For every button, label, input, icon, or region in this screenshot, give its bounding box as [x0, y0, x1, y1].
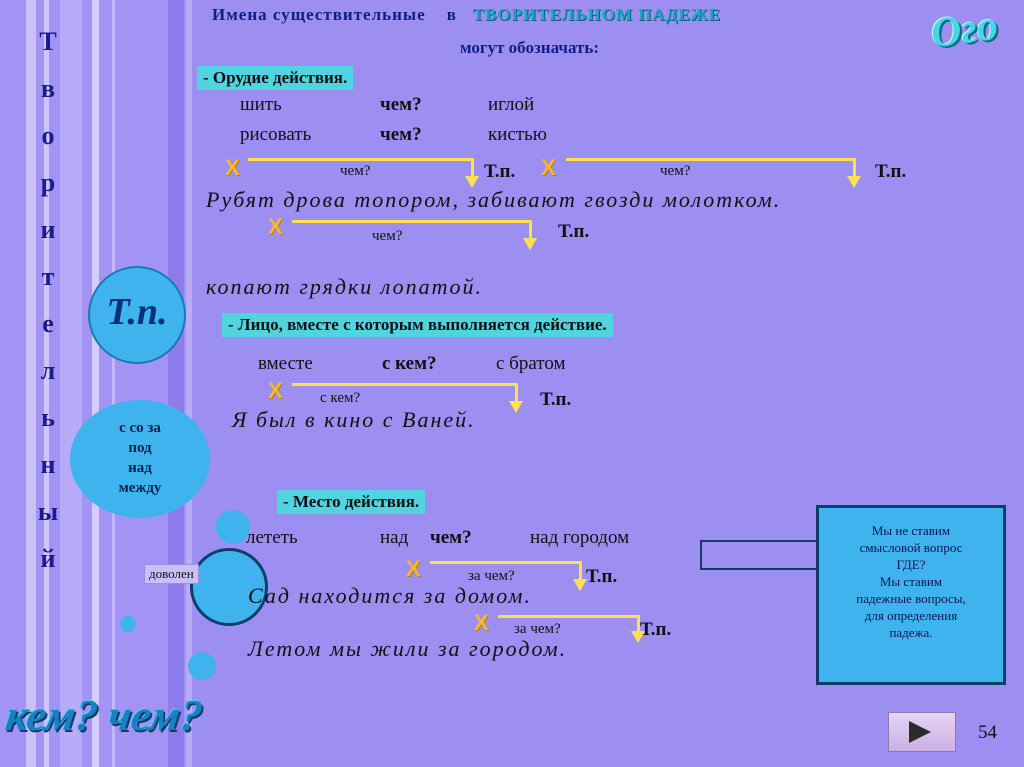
vertical-letter: й: [40, 544, 56, 573]
vertical-title: [24, 18, 72, 582]
note-line-7: падежа.: [889, 625, 933, 640]
sentence-2: копают грядки лопатой.: [206, 274, 484, 299]
note-line-4: Мы ставим: [879, 574, 943, 589]
arrow-question-3: чем?: [372, 228, 403, 244]
example-noun-3: с братом: [496, 353, 566, 374]
x-mark-icon: X: [406, 556, 421, 581]
stripe-4: [92, 0, 99, 767]
arrow-line: [292, 383, 518, 386]
sentence-1: [206, 182, 906, 218]
vertical-letter: е: [42, 309, 54, 338]
ogo-wordart: Ого: [928, 2, 1001, 58]
case-badge-label: Т.п.: [106, 291, 168, 333]
x-mark-icon: X: [225, 155, 240, 180]
arrow-case-1: Т.п.: [484, 161, 516, 182]
sentence-4: Сад находится за домом.: [248, 583, 532, 608]
note-leader-elbow: [700, 540, 702, 570]
arrow-stem: [579, 561, 582, 581]
arrow-question-5: за чем?: [468, 568, 515, 584]
arrow-head-icon: [573, 579, 587, 591]
page-subtitle: могут обозначать:: [460, 38, 600, 57]
example-verb-4: лететь: [246, 527, 298, 548]
x-mark-icon: X: [268, 378, 283, 403]
vertical-letter: р: [40, 168, 56, 197]
page-number: 54: [978, 722, 997, 743]
page-title-part3: ТВОРИТЕЛЬНОМ ПАДЕЖЕ: [472, 5, 721, 24]
arrow-stem: [515, 383, 518, 403]
arrow-line: [248, 158, 474, 161]
note-line-6: для определения: [864, 608, 958, 623]
example-question-1: чем?: [380, 94, 422, 115]
sentence-1-text: Рубят дрова топором, забивают гвозди молотком.: [206, 187, 782, 212]
vertical-letter: о: [41, 121, 55, 150]
sentence-5: Летом мы жили за городом.: [248, 636, 568, 661]
stripe-7: [186, 0, 192, 767]
decor-circle-2: [188, 652, 216, 680]
note-leader-top: [700, 540, 818, 542]
note-leader-line: [700, 568, 820, 570]
sentence-3: Я был в кино с Ваней.: [232, 407, 476, 432]
arrow-stem: [529, 220, 532, 240]
arrow-head-icon: [509, 401, 523, 413]
arrow-line: [430, 561, 582, 564]
arrow-head-icon: [523, 238, 537, 250]
page-title: [212, 4, 912, 26]
section-title-1: - Орудие действия.: [197, 66, 353, 90]
arrow-line: [292, 220, 532, 223]
note-line-3: ГДЕ?: [896, 557, 926, 572]
example-noun-2: кистью: [488, 124, 547, 145]
decor-circle-3: [120, 616, 136, 632]
example-question-4: чем?: [430, 527, 472, 548]
arrow-stem: [853, 158, 856, 178]
x-mark-icon: X: [474, 610, 489, 635]
arrow-question-1: чем?: [340, 163, 371, 179]
vertical-letter: и: [40, 215, 56, 244]
stripe-6: [168, 0, 184, 767]
example-verb-3: вместе: [258, 353, 313, 374]
arrow-line: [498, 615, 640, 618]
arrow-case-6: Т.п.: [640, 619, 672, 640]
decor-circle-1: [216, 510, 250, 544]
arrow-case-4: Т.п.: [540, 389, 572, 410]
arrow-stem: [471, 158, 474, 178]
example-question-3: с кем?: [382, 353, 437, 374]
vertical-letter: ь: [41, 403, 55, 432]
example-prefix-4: над: [380, 527, 409, 548]
note-box: [816, 505, 1006, 685]
example-noun-4: над городом: [530, 527, 630, 548]
note-line-2: смысловой вопрос: [859, 540, 963, 555]
x-mark-icon: X: [268, 214, 283, 239]
page-title-part1: Имена существительные: [212, 5, 426, 24]
arrow-case-5: Т.п.: [586, 566, 618, 587]
arrow-case-2: Т.п.: [875, 161, 907, 182]
vertical-letter: н: [40, 450, 56, 479]
prepositions-label: с со за под над между: [118, 420, 162, 496]
play-icon: [909, 721, 931, 743]
example-verb-1: шить: [240, 94, 282, 115]
vertical-letter: л: [40, 356, 56, 385]
satisfied-tag: доволен: [144, 564, 199, 584]
arrow-question-4: с кем?: [320, 390, 361, 406]
note-line-5: падежные вопросы,: [856, 591, 966, 606]
next-slide-button[interactable]: [888, 712, 956, 752]
page-title-part2: в: [446, 5, 457, 24]
stripe-5: [112, 0, 115, 767]
example-noun-1: иглой: [488, 94, 535, 115]
example-verb-2: рисовать: [240, 124, 312, 145]
vertical-letter: т: [41, 262, 55, 291]
vertical-letter: в: [40, 74, 56, 103]
bottom-case-questions: кем? чем?: [2, 691, 206, 740]
prepositions-circle: [70, 400, 210, 518]
example-question-2: чем?: [380, 124, 422, 145]
arrow-case-3: Т.п.: [558, 221, 590, 242]
vertical-letter: Т: [39, 27, 57, 56]
arrow-line: [566, 158, 856, 161]
arrow-question-6: за чем?: [514, 621, 561, 637]
arrow-question-2: чем?: [660, 163, 691, 179]
x-mark-icon: X: [541, 155, 556, 180]
vertical-letter: ы: [37, 497, 59, 526]
case-badge-circle: [88, 266, 186, 364]
section-title-3: - Место действия.: [277, 490, 425, 514]
section-title-2: - Лицо, вместе с которым выполняется действие.: [222, 313, 613, 337]
note-line-1: Мы не ставим: [871, 523, 951, 538]
